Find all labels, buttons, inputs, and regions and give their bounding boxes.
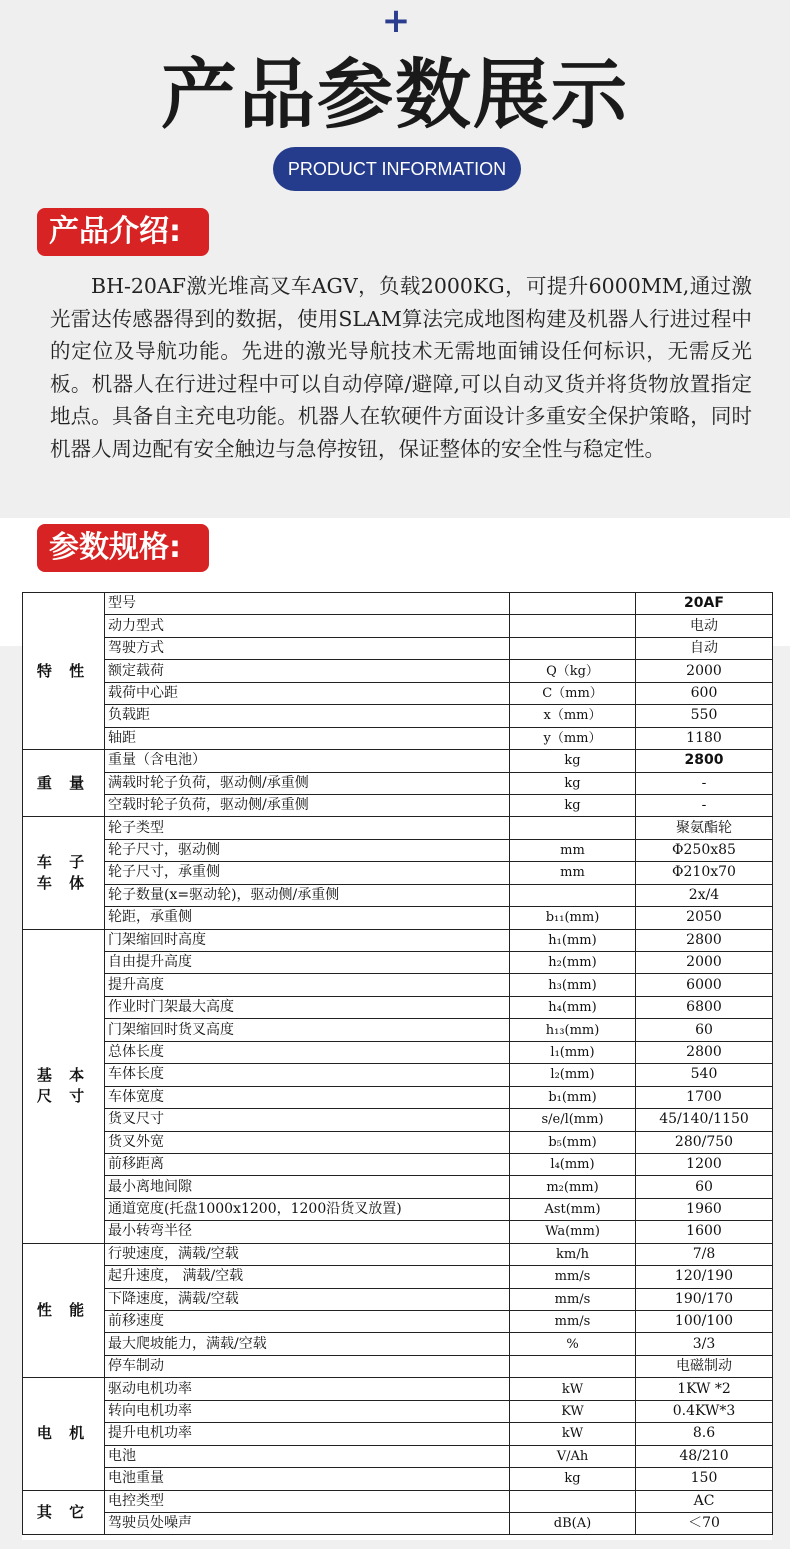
param-unit: l₂(mm) xyxy=(510,1064,636,1086)
param-unit: kW xyxy=(510,1378,636,1400)
table-row xyxy=(23,1512,773,1534)
param-value: 6800 xyxy=(636,996,773,1018)
param-unit: h₂(mm) xyxy=(510,952,636,974)
param-name: 货叉尺寸 xyxy=(105,1109,510,1131)
param-unit: mm/s xyxy=(510,1266,636,1288)
param-unit: Wa(mm) xyxy=(510,1221,636,1243)
param-name: 轮子尺寸，驱动侧 xyxy=(105,839,510,861)
param-value: - xyxy=(636,794,773,816)
param-name: 停车制动 xyxy=(105,1355,510,1377)
param-value: 2800 xyxy=(636,929,773,951)
table-row xyxy=(23,884,773,906)
spec-table-container xyxy=(22,592,772,1540)
param-value: 540 xyxy=(636,1064,773,1086)
table-row xyxy=(23,1490,773,1512)
param-name: 最大爬坡能力，满载/空载 xyxy=(105,1333,510,1355)
param-name: 空载时轮子负荷，驱动侧/承重侧 xyxy=(105,794,510,816)
table-row xyxy=(23,593,773,615)
param-unit: m₂(mm) xyxy=(510,1176,636,1198)
group-label: 重 量 xyxy=(23,750,105,817)
table-row xyxy=(23,660,773,682)
table-row xyxy=(23,1243,773,1265)
param-name: 最小转弯半径 xyxy=(105,1221,510,1243)
param-name: 驾驶员处噪声 xyxy=(105,1512,510,1534)
table-row xyxy=(23,1400,773,1422)
table-row xyxy=(23,1423,773,1445)
table-row xyxy=(23,1064,773,1086)
group-label: 特 性 xyxy=(23,593,105,750)
param-unit: mm/s xyxy=(510,1311,636,1333)
param-name: 下降速度，满载/空载 xyxy=(105,1288,510,1310)
table-row xyxy=(23,1355,773,1377)
param-unit xyxy=(510,637,636,659)
table-row xyxy=(23,907,773,929)
param-name: 轮距，承重侧 xyxy=(105,907,510,929)
table-row xyxy=(23,996,773,1018)
param-unit: l₁(mm) xyxy=(510,1041,636,1063)
group-label: 电 机 xyxy=(23,1378,105,1490)
table-row xyxy=(23,1086,773,1108)
param-unit: kg xyxy=(510,1468,636,1490)
param-value: 600 xyxy=(636,682,773,704)
table-row xyxy=(23,1266,773,1288)
spec-table xyxy=(22,592,773,1535)
param-name: 门架缩回时货叉高度 xyxy=(105,1019,510,1041)
param-unit: y（mm） xyxy=(510,727,636,749)
param-unit: kW xyxy=(510,1423,636,1445)
table-row xyxy=(23,1041,773,1063)
param-value: 100/100 xyxy=(636,1311,773,1333)
param-value: 2800 xyxy=(636,750,773,772)
param-unit: km/h xyxy=(510,1243,636,1265)
table-row xyxy=(23,1311,773,1333)
param-name: 总体长度 xyxy=(105,1041,510,1063)
param-value: 8.6 xyxy=(636,1423,773,1445)
group-label: 性 能 xyxy=(23,1243,105,1378)
table-row xyxy=(23,1131,773,1153)
table-row xyxy=(23,615,773,637)
table-row xyxy=(23,1221,773,1243)
table-row xyxy=(23,682,773,704)
param-unit xyxy=(510,817,636,839)
table-row xyxy=(23,929,773,951)
param-name: 作业时门架最大高度 xyxy=(105,996,510,1018)
table-row xyxy=(23,1445,773,1467)
param-unit: b₅(mm) xyxy=(510,1131,636,1153)
param-name: 最小离地间隙 xyxy=(105,1176,510,1198)
param-unit: kg xyxy=(510,772,636,794)
table-row xyxy=(23,772,773,794)
param-unit: h₁₃(mm) xyxy=(510,1019,636,1041)
param-name: 轮子尺寸，承重侧 xyxy=(105,862,510,884)
param-name: 门架缩回时高度 xyxy=(105,929,510,951)
param-unit: Ast(mm) xyxy=(510,1198,636,1220)
param-unit: kg xyxy=(510,750,636,772)
param-value: 1960 xyxy=(636,1198,773,1220)
param-unit: C（mm） xyxy=(510,682,636,704)
table-row xyxy=(23,727,773,749)
param-name: 动力型式 xyxy=(105,615,510,637)
param-unit: s/e/l(mm) xyxy=(510,1109,636,1131)
param-value: 7/8 xyxy=(636,1243,773,1265)
param-unit: h₁(mm) xyxy=(510,929,636,951)
param-unit: dB(A) xyxy=(510,1512,636,1534)
subtitle-badge: PRODUCT INFORMATION xyxy=(273,147,521,191)
param-name: 通道宽度(托盘1000x1200，1200沿货叉放置) xyxy=(105,1198,510,1220)
param-value: ＜70 xyxy=(636,1512,773,1534)
param-value: 1KW *2 xyxy=(636,1378,773,1400)
param-value: AC xyxy=(636,1490,773,1512)
param-value: 190/170 xyxy=(636,1288,773,1310)
param-name: 前移速度 xyxy=(105,1311,510,1333)
param-unit xyxy=(510,615,636,637)
table-row xyxy=(23,705,773,727)
param-name: 起升速度， 满载/空载 xyxy=(105,1266,510,1288)
param-name: 转向电机功率 xyxy=(105,1400,510,1422)
param-value: 60 xyxy=(636,1019,773,1041)
spec-table-body xyxy=(23,593,773,1535)
table-row xyxy=(23,1468,773,1490)
param-unit: % xyxy=(510,1333,636,1355)
param-name: 前移距离 xyxy=(105,1153,510,1175)
param-value: 550 xyxy=(636,705,773,727)
param-name: 轴距 xyxy=(105,727,510,749)
param-name: 型号 xyxy=(105,593,510,615)
table-row xyxy=(23,839,773,861)
param-name: 电控类型 xyxy=(105,1490,510,1512)
table-row xyxy=(23,952,773,974)
param-unit: mm/s xyxy=(510,1288,636,1310)
param-value: Φ250x85 xyxy=(636,839,773,861)
table-row xyxy=(23,862,773,884)
table-row xyxy=(23,1153,773,1175)
group-label: 基 本 尺 寸 xyxy=(23,929,105,1243)
param-name: 电池 xyxy=(105,1445,510,1467)
table-row xyxy=(23,1109,773,1131)
param-unit: Q（kg） xyxy=(510,660,636,682)
param-name: 重量（含电池） xyxy=(105,750,510,772)
param-value: 电动 xyxy=(636,615,773,637)
param-name: 载荷中心距 xyxy=(105,682,510,704)
param-name: 额定载荷 xyxy=(105,660,510,682)
param-value: Φ210x70 xyxy=(636,862,773,884)
plus-icon: + xyxy=(381,1,411,41)
param-value: 聚氨酯轮 xyxy=(636,817,773,839)
param-name: 轮子数量(x=驱动轮)，驱动侧/承重侧 xyxy=(105,884,510,906)
param-value: 2050 xyxy=(636,907,773,929)
param-name: 驱动电机功率 xyxy=(105,1378,510,1400)
param-unit xyxy=(510,1490,636,1512)
param-value: - xyxy=(636,772,773,794)
param-unit: l₄(mm) xyxy=(510,1153,636,1175)
group-label: 其 它 xyxy=(23,1490,105,1535)
table-row xyxy=(23,1378,773,1400)
param-unit: mm xyxy=(510,839,636,861)
param-value: 48/210 xyxy=(636,1445,773,1467)
param-name: 自由提升高度 xyxy=(105,952,510,974)
param-value: 0.4KW*3 xyxy=(636,1400,773,1422)
table-row xyxy=(23,817,773,839)
param-unit: V/Ah xyxy=(510,1445,636,1467)
table-row xyxy=(23,974,773,996)
param-unit: mm xyxy=(510,862,636,884)
param-name: 提升高度 xyxy=(105,974,510,996)
param-name: 车体长度 xyxy=(105,1064,510,1086)
param-value: 45/140/1150 xyxy=(636,1109,773,1131)
param-name: 货叉外宽 xyxy=(105,1131,510,1153)
param-unit: b₁(mm) xyxy=(510,1086,636,1108)
param-value: 20AF xyxy=(636,593,773,615)
group-label: 车 子 车 体 xyxy=(23,817,105,929)
param-name: 负载距 xyxy=(105,705,510,727)
param-value: 6000 xyxy=(636,974,773,996)
param-name: 提升电机功率 xyxy=(105,1423,510,1445)
param-value: 3/3 xyxy=(636,1333,773,1355)
param-unit: b₁₁(mm) xyxy=(510,907,636,929)
param-value: 自动 xyxy=(636,637,773,659)
intro-paragraph: BH-20AF激光堆高叉车AGV，负载2000KG，可提升6000MM,通过激光雷达传感器得到的数据，使用SLAM算法完成地图构建及机器人行进过程中的定位及导航功能。先进的激光导航技术无需地面铺设任何标识，无需反光板。机器人在行进过程中可以自动停障/避障,可以自动叉货并将货物放置指定地点。具备自主充电功能。机器人在软硬件方面设计多重安全保护策略，同时机器人周边配有安全触边与急停按钮，保证整体的安全性与稳定性。 xyxy=(50,274,752,461)
table-row xyxy=(23,1176,773,1198)
table-row xyxy=(23,1333,773,1355)
param-value: 2x/4 xyxy=(636,884,773,906)
spec-label: 参数规格: xyxy=(37,524,209,572)
param-value: 1600 xyxy=(636,1221,773,1243)
param-unit: KW xyxy=(510,1400,636,1422)
param-value: 120/190 xyxy=(636,1266,773,1288)
param-value: 1700 xyxy=(636,1086,773,1108)
param-value: 2000 xyxy=(636,952,773,974)
param-unit xyxy=(510,884,636,906)
param-name: 驾驶方式 xyxy=(105,637,510,659)
param-value: 150 xyxy=(636,1468,773,1490)
param-value: 1180 xyxy=(636,727,773,749)
param-unit: x（mm） xyxy=(510,705,636,727)
param-unit: h₄(mm) xyxy=(510,996,636,1018)
table-row xyxy=(23,637,773,659)
table-row xyxy=(23,1198,773,1220)
param-value: 280/750 xyxy=(636,1131,773,1153)
param-name: 满载时轮子负荷，驱动侧/承重侧 xyxy=(105,772,510,794)
param-unit xyxy=(510,593,636,615)
param-unit xyxy=(510,1355,636,1377)
table-row xyxy=(23,1019,773,1041)
page-title: 产品参数展示 xyxy=(161,50,629,139)
table-row xyxy=(23,750,773,772)
param-name: 轮子类型 xyxy=(105,817,510,839)
param-name: 车体宽度 xyxy=(105,1086,510,1108)
param-unit: kg xyxy=(510,794,636,816)
param-name: 电池重量 xyxy=(105,1468,510,1490)
param-name: 行驶速度，满载/空载 xyxy=(105,1243,510,1265)
param-value: 2000 xyxy=(636,660,773,682)
intro-label: 产品介绍: xyxy=(37,208,209,256)
table-row xyxy=(23,794,773,816)
param-value: 60 xyxy=(636,1176,773,1198)
param-value: 1200 xyxy=(636,1153,773,1175)
param-value: 2800 xyxy=(636,1041,773,1063)
table-row xyxy=(23,1288,773,1310)
param-value: 电磁制动 xyxy=(636,1355,773,1377)
param-unit: h₃(mm) xyxy=(510,974,636,996)
